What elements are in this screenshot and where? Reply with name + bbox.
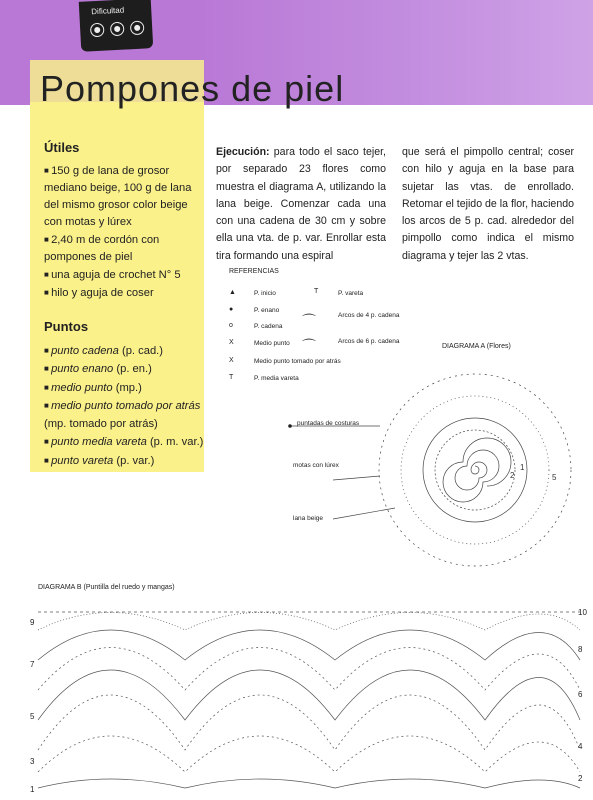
stitch-name: punto media vareta [51, 436, 147, 448]
ref-label: P. enano [254, 307, 280, 314]
stitch-abbr: (p. en.) [116, 363, 152, 375]
ref-label: Arcos de 6 p. cadena [338, 338, 400, 345]
row-number-left: 5 [30, 712, 35, 721]
ref-label: P. media vareta [254, 375, 299, 382]
puntos-heading: Puntos [44, 319, 89, 334]
chain-icon: o [229, 322, 233, 329]
stitch-abbr: (mp. tomado por atrás) [44, 417, 158, 430]
ref-label: Medio punto tomado por atrás [254, 358, 341, 365]
ejecucion-col2: que será el pimpollo central; coser con hilo y aguja en la base para sujetar las vtas. de enrollado. Retomar el tejido de la flor, haciendo los arcos de 5 p. cad. alrededor del pimpollo como indica el mismo diagrama y tejer las 2 vtas. [402, 146, 574, 262]
start-symbol-icon: ▲ [229, 289, 236, 296]
stitch-abbr: (p. var.) [116, 454, 155, 467]
slip-stitch-icon: ● [229, 306, 234, 313]
stitch-name: medio punto tomado por atrás [51, 400, 201, 412]
row-number-left: 7 [30, 660, 35, 669]
diagram-a-label: puntadas de costuras [297, 420, 360, 427]
arc-icon: ⌒ [302, 313, 316, 329]
stitch-abbr: (mp.) [115, 381, 142, 394]
diagrama-b-title: DIAGRAMA B (Puntilla del ruedo y mangas) [38, 584, 175, 591]
row-number-left: 3 [30, 757, 35, 766]
list-item: ■ hilo y aguja de coser [44, 284, 199, 302]
list-item: ■ 150 g de lana de grosor mediano beige, 100 g de lana del mismo grosor color beige con motas y lúrex [44, 162, 199, 231]
stitch-name: punto vareta [51, 454, 114, 467]
row-number-right: 4 [578, 742, 583, 751]
svg-text:5: 5 [552, 473, 557, 482]
stitch-abbr: (p. cad.) [121, 344, 164, 357]
difficulty-label: Dificultad [91, 5, 125, 17]
ref-label: P. cadena [254, 323, 283, 330]
row-number-right: 8 [578, 645, 583, 654]
ejecucion-text-1: para todo el saco tejer, por separado 23 flores como muestra el diagrama A, utilizando la lana beige. Comenzar cada una con una cadena de 30 cm y sobre ella una vta. de p. var. Enrollar esta tira formando una espiral [216, 146, 386, 262]
back-loop-icon: X [229, 357, 234, 364]
row-number-left: 9 [30, 618, 35, 627]
diagrama-a-title: DIAGRAMA A (Flores) [442, 343, 511, 350]
row-number-right: 6 [578, 690, 583, 699]
svg-text:2: 2 [510, 471, 515, 480]
stitch-abbr: (p. m. var.) [149, 436, 204, 448]
single-crochet-icon: X [229, 339, 234, 346]
page-title: Pompones de piel [40, 68, 345, 109]
arc-icon: ⌒ [302, 338, 316, 354]
ejecucion-label: Ejecución: [216, 146, 270, 158]
ref-label: P. inicio [254, 290, 276, 297]
double-crochet-icon: T [314, 288, 319, 295]
ref-label: Medio punto [254, 340, 290, 347]
diagram-a-label: lana beige [293, 515, 323, 522]
stitch-name: medio punto [51, 381, 113, 394]
row-number-right: 10 [578, 608, 587, 617]
half-double-icon: T [229, 374, 234, 381]
referencias-title: REFERENCIAS [229, 268, 279, 275]
list-item: ■ 2,40 m de cordón con pompones de piel [44, 231, 199, 266]
ref-label: Arcos de 4 p. cadena [338, 312, 400, 319]
stitch-name: punto cadena [51, 344, 119, 357]
list-item: ■ una aguja de crochet N° 5 [44, 266, 199, 284]
svg-text:1: 1 [520, 463, 525, 472]
utiles-heading: Útiles [44, 140, 80, 155]
ref-label: P. vareta [338, 290, 364, 297]
row-number-left: 1 [30, 785, 35, 794]
row-number-right: 2 [578, 774, 583, 783]
stitch-name: punto enano [51, 363, 114, 375]
diagram-a-label: motas con lúrex [293, 462, 339, 469]
